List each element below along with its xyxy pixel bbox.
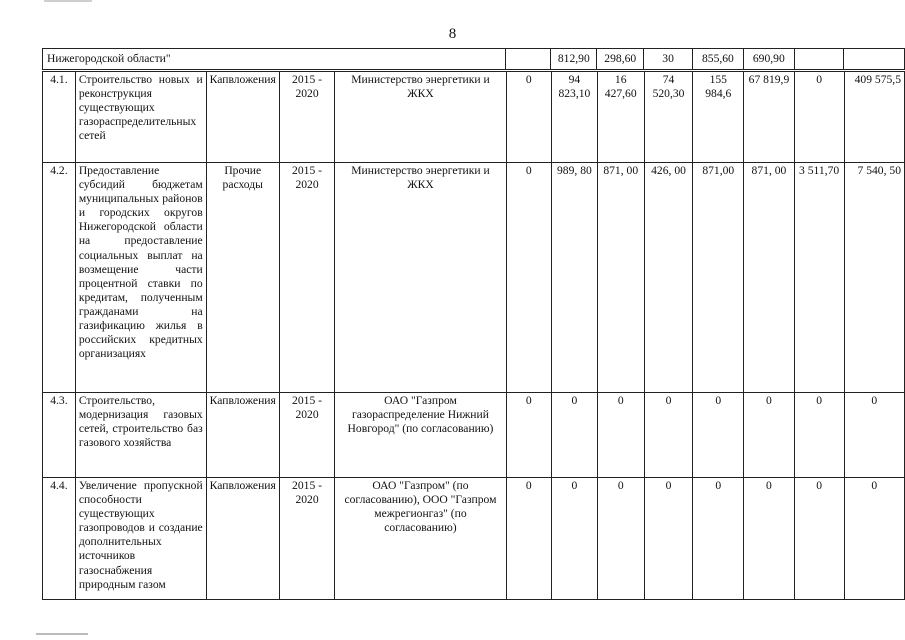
value-cell: 989, 80 — [551, 163, 597, 393]
value-cell — [505, 49, 551, 70]
value-cell: 0 — [844, 478, 905, 600]
value-cell — [794, 49, 844, 70]
value-cell: 871,00 — [693, 163, 744, 393]
executor: Министерство энергетики и ЖКХ — [335, 163, 506, 393]
value-cell: 7 540, 50 — [844, 163, 905, 393]
value-cell: 74 520,30 — [644, 72, 693, 163]
executor: Министерство энергетики и ЖКХ — [335, 72, 506, 163]
value-cell: 30 — [644, 49, 693, 70]
measure-name: Предоставление субсидий бюджетам муниципальных районов и городских округов Нижегородской области на предоставление социальных выплат на возмещение части процентной ставки по кредитам, полученным гражданами на газификацию жилья в российских кредитных организациях — [75, 163, 206, 393]
value-cell: 16 427,60 — [597, 72, 644, 163]
row-number: 4.1. — [43, 72, 76, 163]
value-cell: 3 511,70 — [794, 163, 844, 393]
value-cell: 871, 00 — [744, 163, 795, 393]
measure-name: Строительство новых и реконструкция существующих газораспределительных сетей — [75, 72, 206, 163]
value-cell: 0 — [744, 478, 795, 600]
value-cell: 0 — [597, 393, 644, 478]
value-cell: 0 — [597, 478, 644, 600]
row-number: 4.2. — [43, 163, 76, 393]
value-cell: 94 823,10 — [551, 72, 597, 163]
program-table-body — [42, 71, 905, 600]
page-number: 8 — [448, 26, 457, 42]
value-cell: 409 575,5 — [844, 72, 905, 163]
measure-name: Строительство, модернизация газовых сетей, строительство баз газового хозяйства — [75, 393, 206, 478]
expense-kind: Капвложения — [206, 72, 279, 163]
period: 2015 - 2020 — [279, 478, 334, 600]
value-cell: 0 — [506, 163, 551, 393]
value-cell: 155 984,6 — [693, 72, 744, 163]
value-cell: 0 — [644, 478, 693, 600]
value-cell: 0 — [844, 393, 905, 478]
value-cell: 690,90 — [743, 49, 794, 70]
value-cell: 0 — [794, 393, 844, 478]
continuation-text: Нижегородской области" — [43, 49, 506, 70]
value-cell: 871, 00 — [597, 163, 644, 393]
value-cell: 0 — [644, 393, 693, 478]
period: 2015 - 2020 — [279, 393, 334, 478]
executor: ОАО "Газпром газораспределение Нижний Новгород" (по согласованию) — [335, 393, 506, 478]
value-cell: 0 — [506, 72, 551, 163]
value-cell: 0 — [506, 478, 551, 600]
value-cell: 0 — [506, 393, 551, 478]
value-cell: 855,60 — [692, 49, 743, 70]
row-number: 4.4. — [43, 478, 76, 600]
value-cell: 0 — [551, 478, 597, 600]
value-cell: 67 819,9 — [744, 72, 795, 163]
table-row — [43, 478, 905, 600]
value-cell: 812,90 — [551, 49, 597, 70]
value-cell: 426, 00 — [644, 163, 693, 393]
value-cell: 0 — [794, 478, 844, 600]
program-table — [42, 48, 905, 70]
value-cell: 0 — [744, 393, 795, 478]
scan-artifact-bottom — [36, 633, 88, 635]
value-cell — [844, 49, 905, 70]
table-row — [43, 72, 905, 163]
value-cell: 0 — [794, 72, 844, 163]
scan-artifact-top — [44, 0, 92, 2]
period: 2015 - 2020 — [279, 72, 334, 163]
value-cell: 0 — [693, 393, 744, 478]
table-row — [43, 163, 905, 393]
expense-kind: Прочие расходы — [206, 163, 279, 393]
measure-name: Увеличение пропускной способности существующих газопроводов и создание дополнительных источников газоснабжения природным газом — [75, 478, 206, 600]
table-row — [43, 393, 905, 478]
value-cell: 298,60 — [597, 49, 644, 70]
executor: ОАО "Газпром" (по согласованию), ООО "Газпром межрегионгаз" (по согласованию) — [335, 478, 506, 600]
continuation-row — [43, 49, 905, 70]
value-cell: 0 — [693, 478, 744, 600]
value-cell: 0 — [551, 393, 597, 478]
period: 2015 - 2020 — [279, 163, 334, 393]
expense-kind: Капвложения — [206, 478, 279, 600]
row-number: 4.3. — [43, 393, 76, 478]
expense-kind: Капвложения — [206, 393, 279, 478]
